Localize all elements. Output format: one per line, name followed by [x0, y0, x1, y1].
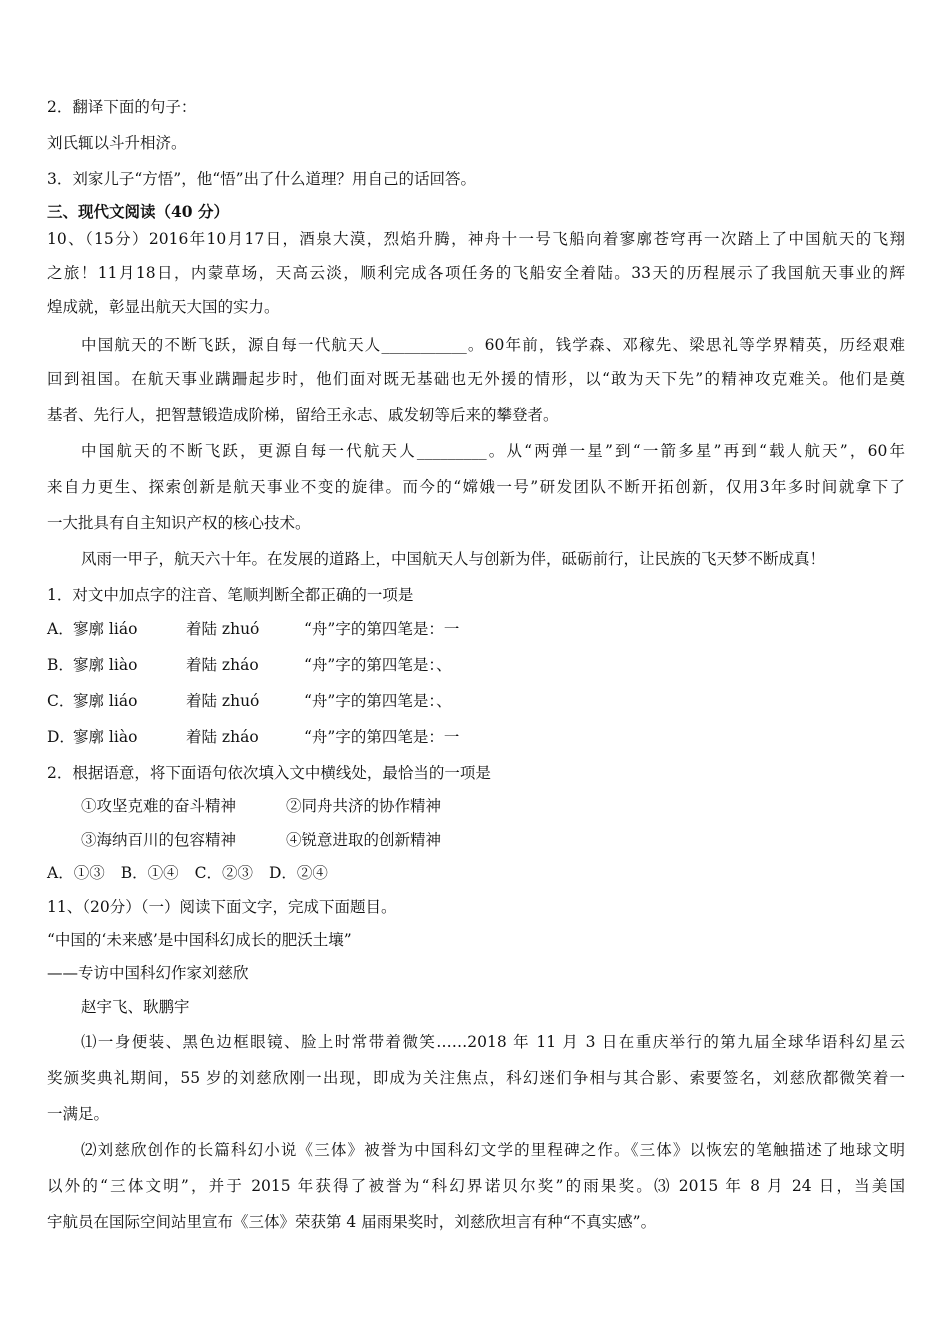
q10-para3-line2: 来自力更生、探索创新是航天事业不变的旋律。而今的“嫦娥一号”研发团队不断开拓创新，仅用3年多时间就拿下了 — [47, 478, 905, 496]
q2-title: 2．翻译下面的句子： — [47, 98, 197, 116]
choice-c: C．②③ — [194, 864, 253, 882]
choice-b: B．①④ — [120, 864, 179, 882]
q11-para1-line3: 一满足。 — [47, 1105, 110, 1123]
article-authors: 赵宇飞、耿鹏宇 — [81, 998, 190, 1016]
option-letter: D． — [47, 728, 75, 746]
q10-para2-line2: 回到祖国。在航天事业蹒跚起步时，他们面对既无基础也无外援的情形，以“敢为天下先”的精神攻克难关。他们是奠 — [47, 370, 905, 388]
option-pinyin-2: 着陆 zhuó — [186, 692, 260, 710]
option-stroke: “舟”字的第四笔是：、 — [304, 692, 452, 710]
phrase-row-1 — [81, 795, 441, 817]
section3-heading: 三、现代文阅读（40 分） — [47, 202, 229, 221]
phrase-item: ①攻坚克难的奋斗精神 — [81, 797, 237, 815]
q10-para2-line3: 基者、先行人，把智慧锻造成阶梯，留给王永志、戚发轫等后来的攀登者。 — [47, 406, 559, 424]
option-pinyin-1: 寥廓 liào — [73, 728, 138, 746]
q10-para2-line1: 中国航天的不断飞跃，源自每一代航天人___________。60年前，钱学森、邓稼先、梁思礼等学界精英，历经艰难 — [81, 336, 905, 354]
option-pinyin-2: 着陆 zháo — [186, 728, 259, 746]
phrase-row-2 — [81, 829, 441, 851]
option-letter: A． — [47, 620, 74, 638]
q11-para2-line2: 以外的“三体文明”，并于 2015 年获得了被誉为“科幻界诺贝尔奖”的雨果奖。⑶ 2015 年 8 月 24 日，当美国 — [47, 1177, 905, 1195]
q2-sentence: 刘氏辄以斗升相济。 — [47, 134, 187, 152]
choice-d: D．②④ — [268, 864, 328, 882]
q3-title: 3．刘家儿子“方悟”，他“悟”出了什么道理？用自己的话回答。 — [47, 170, 477, 188]
option-stroke: “舟”字的第四笔是：一 — [304, 620, 460, 638]
choice-a: A．①③ — [47, 864, 105, 882]
q11-para1-line2: 奖颁奖典礼期间，55 岁的刘慈欣刚一出现，即成为关注焦点，科幻迷们争相与其合影、索要签名，刘慈欣都微笑着一 — [47, 1069, 905, 1087]
option-pinyin-1: 寥廓 liáo — [73, 620, 138, 638]
q11-para2-line1: ⑵刘慈欣创作的长篇科幻小说《三体》被誉为中国科幻文学的里程碑之作。《三体》以恢宏的笔触描述了地球文明 — [81, 1141, 905, 1159]
option-pinyin-1: 寥廓 liào — [73, 656, 138, 674]
q10-para1-line3: 煌成就，彰显出航天大国的实力。 — [47, 298, 280, 316]
option-b — [47, 654, 452, 676]
q10-para4: 风雨一甲子，航天六十年。在发展的道路上，中国航天人与创新为伴，砥砺前行，让民族的飞天梦不断成真！ — [81, 550, 826, 568]
phrase-item: ④锐意进取的创新精神 — [286, 831, 442, 849]
article-title: “中国的‘未来感’是中国科幻成长的肥沃土壤” — [47, 931, 352, 949]
q10-sub2-question: 2．根据语意，将下面语句依次填入文中横线处，最恰当的一项是 — [47, 764, 491, 782]
option-pinyin-1: 寥廓 liáo — [73, 692, 138, 710]
option-letter: C． — [47, 692, 75, 710]
option-pinyin-2: 着陆 zháo — [186, 656, 259, 674]
q11-intro: 11、（20分）（一）阅读下面文字，完成下面题目。 — [47, 898, 397, 916]
article-subtitle: ——专访中国科幻作家刘慈欣 — [47, 964, 249, 982]
option-stroke: “舟”字的第四笔是：、 — [304, 656, 452, 674]
option-pinyin-2: 着陆 zhuó — [186, 620, 260, 638]
option-letter: B． — [47, 656, 74, 674]
option-c — [47, 690, 452, 712]
phrase-item: ②同舟共济的协作精神 — [286, 797, 442, 815]
q10-para1-line1: 10、（15分）2016年10月17日，酒泉大漠，烈焰升腾，神舟十一号飞船向着寥廓苍穹再一次踏上了中国航天的飞翔 — [47, 230, 905, 248]
option-stroke: “舟”字的第四笔是：一 — [304, 728, 460, 746]
q10-para1-line2: 之旅！11月18日，内蒙草场，天高云淡，顺利完成各项任务的飞船安全着陆。33天的历程展示了我国航天事业的辉 — [47, 264, 905, 282]
answer-choices — [47, 862, 344, 884]
q11-para2-line3: 宇航员在国际空间站里宣布《三体》荣获第 4 届雨果奖时，刘慈欣坦言有种“不真实感”。 — [47, 1213, 657, 1231]
q10-para3-line3: 一大批具有自主知识产权的核心技术。 — [47, 514, 311, 532]
q10-sub1-question: 1．对文中加点字的注音、笔顺判断全都正确的一项是 — [47, 586, 414, 604]
q10-para3-line1: 中国航天的不断飞跃，更源自每一代航天人_________。从“两弹一星”到“一箭多星”再到“载人航天”，60年 — [81, 442, 905, 460]
phrase-item: ③海纳百川的包容精神 — [81, 831, 237, 849]
option-a — [47, 618, 459, 640]
option-d — [47, 726, 459, 748]
q11-para1-line1: ⑴一身便装、黑色边框眼镜、脸上时常带着微笑……2018 年 11 月 3 日在重庆举行的第九届全球华语科幻星云 — [81, 1033, 905, 1051]
